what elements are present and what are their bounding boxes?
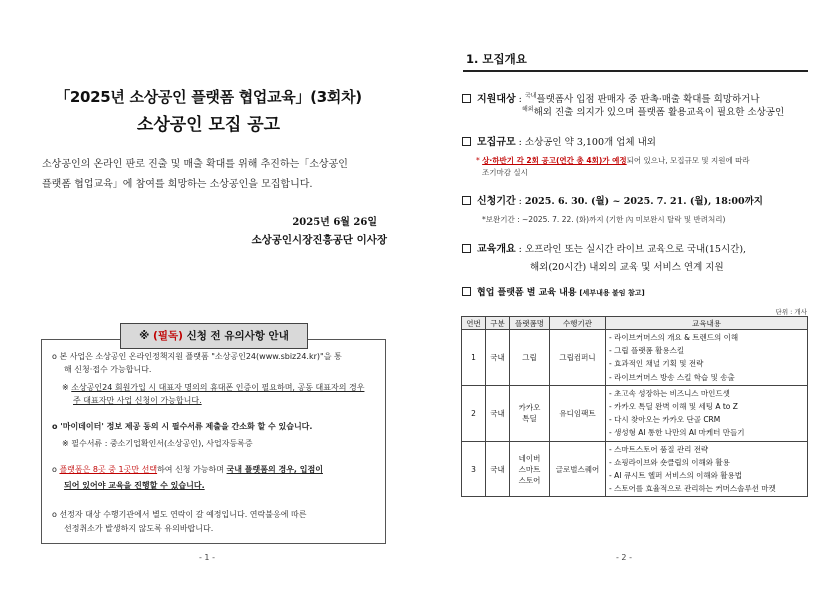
note-text: 주 대표자만 사업 신청이 가능합니다. — [73, 396, 202, 405]
notice-emphasis: 국내 플랫폼의 경우, 입점이 — [226, 465, 323, 474]
notice-line: o 선정자 대상 수행기관에서 별도 연락이 갈 예정입니다. 연락불응에 따른 — [52, 510, 307, 519]
column-header: 수행기관 — [550, 317, 606, 330]
row-number: 2 — [462, 385, 486, 441]
notice-emphasis: 되어 있어야 교육을 진행할 수 있습니다. — [64, 481, 205, 490]
item-label: 지원대상 — [477, 94, 516, 105]
row-platform — [510, 385, 550, 441]
row-contents — [606, 385, 808, 441]
item-value: 2025. 6. 30. (월) ~ 2025. 7. 21. (월), 18:00까지 — [524, 196, 763, 207]
target-item — [462, 90, 760, 105]
superscript-note: 국내 — [524, 92, 537, 100]
edu-item — [462, 240, 746, 255]
item-label: 교육개요 — [477, 244, 516, 255]
notice-note-line — [73, 395, 202, 406]
item-value: 오프라인 또는 실시간 라이브 교육으로 국내(15시간), — [524, 244, 747, 255]
announcement-title-line2: 소상공인 모집 공고 — [136, 115, 281, 135]
notice-line: 해 신청·접수 가능합니다. — [64, 365, 152, 374]
page-number: - 2 - — [616, 553, 632, 562]
table-heading-note: [세부내용 붙임 참고] — [579, 289, 645, 297]
document-page-2 — [418, 0, 835, 590]
row-contents — [606, 441, 808, 497]
platform-table — [461, 316, 808, 497]
row-number: 1 — [462, 330, 486, 386]
note-text: 소상공인24 회원가입 시 대표자 명의의 휴대폰 인증이 필요하며, 공동 대표자의 경우 — [71, 383, 365, 392]
edu-line2: 해외(20시간) 내외의 교육 및 서비스 연계 지원 — [530, 262, 724, 273]
note-text: 되어 있으나, 모집규모 및 지원에 따라 — [626, 156, 750, 165]
content-line: - 스토어를 효율적으로 관리하는 커머스솔루션 마켓 — [609, 484, 776, 494]
table-row — [462, 330, 808, 386]
notice-note-line: ※ 필수서류 : 중소기업확인서(소상공인), 사업자등록증 — [62, 439, 253, 448]
announcement-title-line1: 「2025년 소상공인 플랫폼 협업교육」(3회차) — [55, 88, 362, 106]
content-line: - 라이브커머스 방송 스킬 학습 및 송출 — [609, 372, 735, 382]
checkbox-square-icon — [462, 137, 471, 146]
intro-line: 플랫폼 협업교육」에 참여를 희망하는 소상공인을 모집합니다. — [42, 179, 313, 190]
page-number: - 1 - — [199, 553, 215, 562]
separator: : — [515, 137, 525, 148]
notice-note-line — [62, 382, 364, 393]
platform-line: 네이버 — [518, 453, 541, 463]
checkbox-square-icon — [462, 196, 471, 205]
bullet: o — [52, 465, 60, 474]
content-line: - 초고속 성장하는 비즈니스 마인드셋 — [609, 388, 730, 398]
platform-line: 톡딜 — [522, 414, 537, 424]
note-mark: * — [476, 156, 483, 165]
column-header: 연번 — [462, 317, 486, 330]
notice-line — [52, 464, 323, 475]
target-line2 — [522, 104, 784, 118]
document-page-1 — [0, 0, 417, 590]
content-line: - 쇼핑라이브와 숏클립의 이해와 활용 — [609, 457, 730, 467]
row-agency: 그립컴퍼니 — [550, 330, 606, 386]
content-line: - 카카오 톡딜 완벽 이해 및 세팅 A to Z — [609, 402, 738, 412]
row-contents — [606, 330, 808, 386]
notice-line — [64, 480, 205, 491]
reference-mark-icon: ※ — [139, 330, 150, 342]
intro-line: 소상공인의 온라인 판로 진출 및 매출 확대를 위해 추진하는「소상공인 — [42, 159, 348, 170]
period-note: *보완기간 : ~2025. 7. 22. (화)까지 (기한 內 미보완시 탈락 및 반려처리) — [482, 215, 726, 224]
table-row — [462, 385, 808, 441]
notice-header-text: 신청 전 유의사항 안내 — [186, 330, 289, 342]
item-label: 모집규모 — [477, 137, 516, 148]
notice-header — [120, 323, 308, 349]
platform-line: 스마트 — [518, 464, 541, 474]
scale-item — [462, 133, 656, 148]
column-header: 교육내용 — [606, 317, 808, 330]
row-agency: 글로벌스퀘어 — [550, 441, 606, 497]
notice-text: 하여 신청 가능하며 — [157, 465, 227, 474]
table-heading — [462, 285, 645, 298]
notice-line: o 본 사업은 소상공인 온라인정책지원 플랫폼 "소상공인24(www.sbiz24.kr)"을 통 — [52, 352, 342, 361]
content-line: - 효과적인 채널 기획 및 전략 — [609, 359, 704, 369]
required-reading-label: (필독) — [153, 330, 183, 342]
row-type: 국내 — [486, 385, 510, 441]
note-mark: ※ — [62, 383, 72, 392]
checkbox-square-icon — [462, 94, 471, 103]
table-unit: 단위 : 개사 — [775, 308, 807, 316]
checkbox-square-icon — [462, 287, 471, 296]
row-type: 국내 — [486, 441, 510, 497]
notice-line: o '마이데이터' 정보 제공 동의 시 필수서류 제출을 간소화 할 수 있습니다. — [52, 422, 313, 431]
item-value: 해외 진출 의지가 있으며 플랫폼 활용교육이 필요한 소상공인 — [533, 107, 785, 119]
scale-note-line2: 조기마감 실시 — [482, 168, 528, 177]
period-item — [462, 192, 763, 207]
content-line: - AI 큐시트 헬퍼 서비스의 이해와 활용법 — [609, 471, 743, 481]
separator: : — [515, 94, 525, 105]
notice-line: 선정취소가 발생하지 않도록 유의바랍니다. — [64, 524, 214, 533]
column-header: 구분 — [486, 317, 510, 330]
table-header-row — [462, 317, 808, 330]
intro-paragraph — [42, 155, 387, 195]
row-platform — [510, 441, 550, 497]
table-row — [462, 441, 808, 497]
scale-note — [476, 155, 750, 166]
row-agency: 유디임팩트 — [550, 385, 606, 441]
platform-line: 카카오 — [518, 403, 541, 413]
announcement-date: 2025년 6월 26일 — [292, 217, 377, 228]
row-platform: 그립 — [510, 330, 550, 386]
platform-line: 스토어 — [518, 475, 541, 485]
notice-box — [41, 330, 386, 544]
issuing-organization: 소상공인시장진흥공단 이사장 — [251, 234, 387, 246]
separator: : — [515, 196, 525, 207]
row-type: 국내 — [486, 330, 510, 386]
content-line: - 생성형 AI 통한 나만의 AI 마케터 만들기 — [609, 428, 745, 438]
item-label: 신청기간 — [477, 196, 516, 207]
table-heading-text: 협업 플랫폼 별 교육 내용 — [477, 288, 577, 298]
item-value: 플랫폼사 입점 판매자 중 판촉·매출 확대를 희망하거나 — [536, 94, 760, 105]
superscript-note: 해외 — [522, 106, 534, 113]
note-emphasis: 상·하반기 각 2회 공고(연간 총 4회)가 예정 — [482, 156, 627, 165]
separator: : — [515, 244, 525, 255]
section-divider — [463, 70, 808, 72]
column-header: 플랫폼명 — [510, 317, 550, 330]
item-value: 소상공인 약 3,100개 업체 내외 — [524, 137, 656, 148]
content-line: - 다시 찾아오는 카카오 단골 CRM — [609, 415, 721, 425]
section-title: 1. 모집개요 — [466, 52, 527, 66]
row-number: 3 — [462, 441, 486, 497]
warning-text: 플랫폼은 8곳 중 1곳만 선택 — [59, 465, 158, 474]
content-line: - 그립 플랫폼 활용스킬 — [609, 346, 685, 356]
content-line: - 라이브커머스의 개요 & 트렌드의 이해 — [609, 333, 739, 342]
content-line: - 스마트스토어 품질 관리 전략 — [609, 444, 709, 454]
checkbox-square-icon — [462, 244, 471, 253]
